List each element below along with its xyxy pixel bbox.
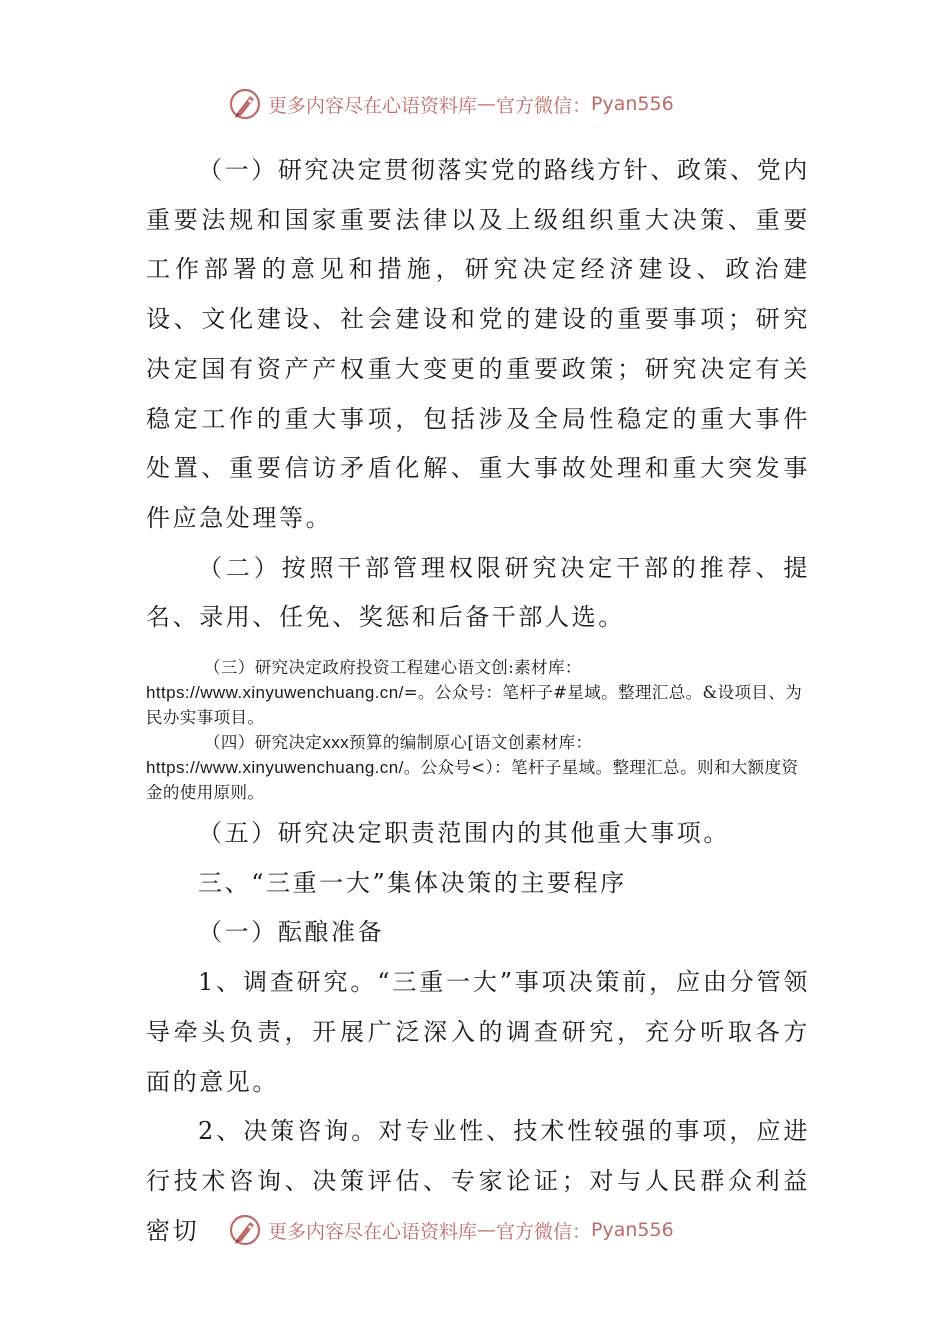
watermark-site-text: 更多内容尽在心语资料库 — [268, 1220, 478, 1243]
small-paragraph-item-4 — [146, 730, 810, 805]
paragraph-item-1: （一）研究决定贯彻落实党的路线方针、政策、党内重要法规和国家重要法律以及上级组织重大决策、重要工作部署的意见和措施，研究决定经济建设、政治建设、文化建设、社会建设和党的建设的重要事项；研究决定国有资产产权重大变更的重要政策；研究决定有关稳定工作的重大事项，包括涉及全局性稳定的重大事件处置、重要信访矛盾化解、重大事故处理和重大突发事件应急处理等。 — [146, 156, 810, 532]
footer-watermark — [228, 1212, 748, 1248]
watermark-wechat-text: 官方微信： — [496, 94, 592, 117]
small-item-3-prefix: （三）研究决定政府投资工程建心语文创:素材库： — [204, 658, 582, 678]
watermark-wechat-text: 官方微信： — [496, 1220, 592, 1243]
small-item-3-url: https://www.xinyuwenchuang.cn/ — [146, 683, 404, 703]
watermark-dash: — — [477, 93, 497, 115]
small-item-4-mid: 预算的编制原心[语文创素材库： — [349, 733, 593, 753]
paragraph-item-5: （五）研究决定职责范围内的其他重大事项。 — [198, 819, 730, 848]
small-paragraph-item-3 — [146, 655, 810, 730]
pen-nib-logo-icon — [228, 1213, 262, 1247]
header-watermark — [228, 86, 748, 122]
small-item-4-mid-latin: xxx — [322, 733, 350, 753]
watermark-site-text: 更多内容尽在心语资料库 — [268, 94, 478, 117]
small-item-4-prefix: （四）研究决定 — [204, 733, 323, 753]
small-item-3-suffix: =。公众号：笔杆子#星域。整理汇总。&设项目、为民办实事项目。 — [146, 683, 803, 728]
paragraph-investigation: 1、调查研究。“三重一大”事项决策前，应由分管领导牵头负责，开展广泛深入的调查研究，充分听取各方面的意见。 — [146, 968, 810, 1096]
paragraph-consultation: 2、决策咨询。对专业性、技术性较强的事项，应进行技术咨询、决策评估、专家论证；对与人民群众利益密切 — [146, 1117, 810, 1245]
subheading-preparation: （一）酝酿准备 — [198, 918, 385, 947]
watermark-account: Pyan556 — [591, 1219, 674, 1241]
watermark-account: Pyan556 — [591, 93, 674, 115]
pen-nib-logo-icon — [228, 87, 262, 121]
small-item-4-suffix: 。公众号<）：笔杆子星域。整理汇总。则和大额度资金的使用原则。 — [146, 758, 799, 803]
watermark-dash: — — [477, 1219, 497, 1241]
small-item-4-url: https://www.xinyuwenchuang.cn/ — [146, 758, 404, 778]
document-body — [146, 146, 810, 1256]
section-heading-3: 三、“三重一大”集体决策的主要程序 — [198, 868, 627, 897]
paragraph-item-2: （二）按照干部管理权限研究决定干部的推荐、提名、录用、任免、奖惩和后备干部人选。 — [146, 553, 810, 632]
